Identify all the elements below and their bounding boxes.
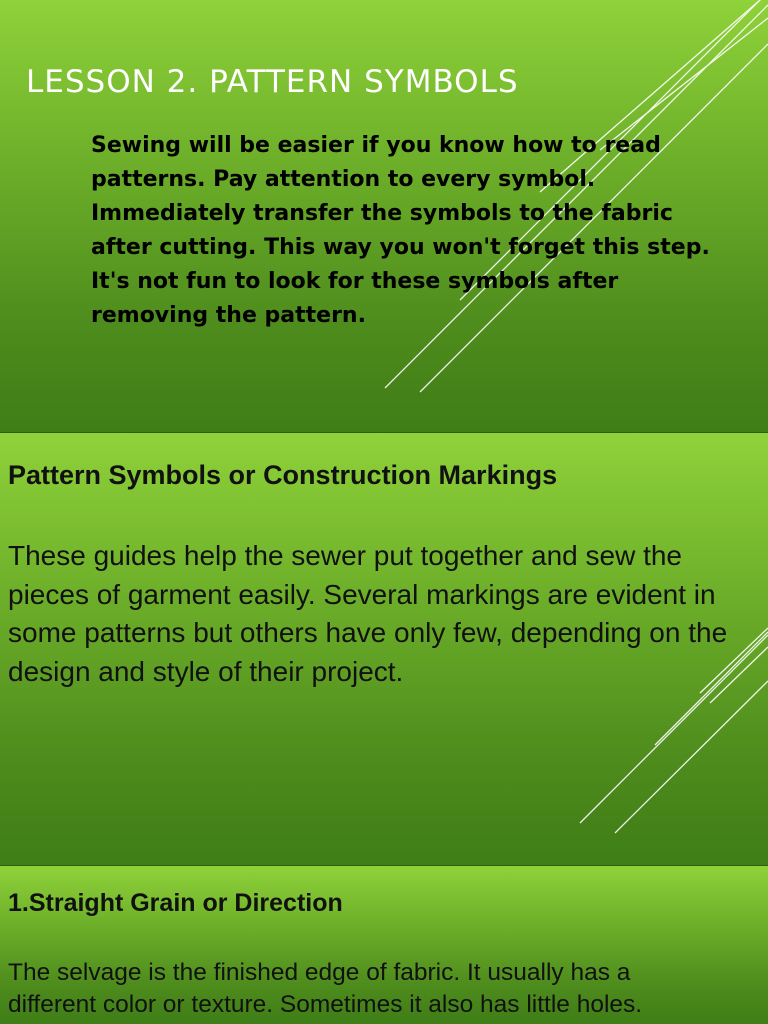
intro-paragraph: Sewing will be easier if you know how to read patterns. Pay attention to every symbol. Immediately transfer the symbols to the fabric after cutting. This way you won't forget this step. It's not fun to look for these symbols after removing the pattern. xyxy=(91,133,710,328)
grain-heading: 1.Straight Grain or Direction xyxy=(8,889,343,917)
section-heading: Pattern Symbols or Construction Markings xyxy=(8,460,558,490)
grain-line-1: The selvage is the finished edge of fabric. It usually has a xyxy=(8,959,631,986)
slide-1 xyxy=(0,0,768,433)
slide-2 xyxy=(0,433,768,866)
slide-title: LESSON 2. PATTERN SYMBOLS xyxy=(26,64,519,100)
section-paragraph: These guides help the sewer put together and sew the pieces of garment easily. Several markings are evident in some patterns but others have only few, depending on the design and style of their project. xyxy=(8,540,728,687)
grain-line-2: different color or texture. Sometimes it also has little holes. xyxy=(8,991,643,1018)
slide-3 xyxy=(0,866,768,1024)
grain-paragraph xyxy=(8,957,768,1021)
